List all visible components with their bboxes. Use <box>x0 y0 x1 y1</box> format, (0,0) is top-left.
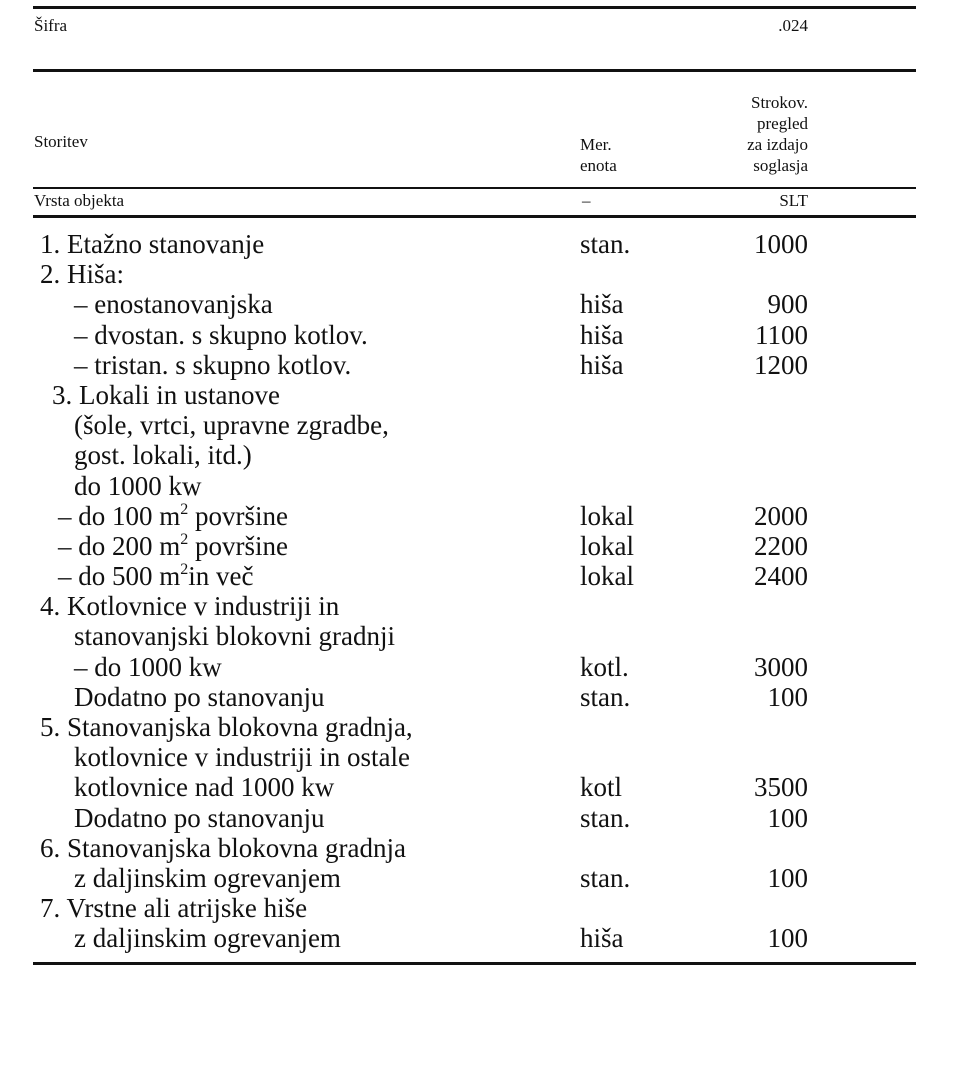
table-row <box>0 440 969 470</box>
row-superscript: 2 <box>180 530 189 548</box>
row-description <box>40 229 264 259</box>
table-row <box>0 923 969 953</box>
header-top-rule <box>33 69 916 72</box>
table-row <box>0 591 969 621</box>
row-description <box>40 712 413 742</box>
row-description-text: do 1000 kw <box>74 470 202 501</box>
row-description <box>74 742 410 772</box>
table-row <box>0 833 969 863</box>
row-description-text: Dodatno po stanovanju <box>74 802 325 833</box>
table-row <box>0 652 969 682</box>
column-header-service: Storitev <box>34 132 88 151</box>
header-bottom-rule <box>33 215 916 218</box>
row-description-text: – enostanovanjska <box>74 289 273 320</box>
row-unit: stan. <box>580 681 631 712</box>
row-description-text: stanovanjski blokovni gradnji <box>74 621 395 652</box>
row-description-text: Dodatno po stanovanju <box>74 681 325 712</box>
table-row <box>0 621 969 651</box>
service-table-body <box>0 229 969 954</box>
row-value: 1200 <box>754 349 808 380</box>
row-description-text: 2. Hiša: <box>40 259 124 290</box>
row-description-text: 7. Vrstne ali atrijske hiše <box>40 893 308 924</box>
row-description-text: z daljinskim ogrevanjem <box>74 923 341 954</box>
row-description <box>74 410 389 440</box>
row-description <box>74 320 368 350</box>
row-description-text: – do 500 m <box>58 561 181 592</box>
row-description <box>74 772 334 802</box>
table-row <box>0 320 969 350</box>
table-row <box>0 471 969 501</box>
row-description-text: (šole, vrtci, upravne zgradbe, <box>74 410 389 441</box>
row-description-tail: površine <box>188 530 288 561</box>
value-header-line: Strokov. <box>751 93 808 112</box>
row-value: 1000 <box>754 229 808 259</box>
row-unit: lokal <box>580 500 634 531</box>
row-unit: stan. <box>580 229 631 259</box>
row-superscript: 2 <box>180 561 189 579</box>
row-description-text: – do 100 m <box>58 500 181 531</box>
row-description <box>74 803 324 833</box>
row-value: 100 <box>767 681 808 712</box>
row-description-text: 3. Lokali in ustanove <box>52 379 280 410</box>
header-mid-rule <box>33 187 916 189</box>
row-value: 2200 <box>754 530 808 561</box>
value-header-line: pregled <box>757 114 808 133</box>
row-description-text: gost. lokali, itd.) <box>74 440 252 471</box>
table-row <box>0 772 969 802</box>
table-row <box>0 682 969 712</box>
row-value: 900 <box>767 289 808 320</box>
row-description <box>58 501 288 531</box>
row-value: 2400 <box>754 561 808 592</box>
row-unit: hiša <box>580 319 624 350</box>
column-header-value <box>747 92 808 176</box>
row-description-text: – dvostan. s skupno kotlov. <box>74 319 368 350</box>
row-value: 100 <box>767 802 808 833</box>
row-unit: kotl <box>580 772 623 803</box>
row-description <box>74 863 341 893</box>
row-description <box>74 471 202 501</box>
table-row <box>0 501 969 531</box>
row-value: 1100 <box>755 319 808 350</box>
table-row <box>0 561 969 591</box>
row-description <box>40 833 406 863</box>
bottom-rule <box>33 962 916 965</box>
row-unit: lokal <box>580 561 634 592</box>
code-label: Šifra <box>34 16 68 35</box>
row-description <box>74 350 351 380</box>
table-row <box>0 380 969 410</box>
table-row <box>0 229 969 259</box>
row-description <box>58 531 288 561</box>
row-description <box>40 893 307 923</box>
unit-header-line: Mer. <box>580 135 612 154</box>
top-rule <box>33 6 916 9</box>
table-row <box>0 863 969 893</box>
row-value: 2000 <box>754 500 808 531</box>
table-row <box>0 350 969 380</box>
row-description <box>74 621 395 651</box>
row-unit: stan. <box>580 862 631 893</box>
table-row <box>0 531 969 561</box>
row-description <box>40 591 339 621</box>
table-row <box>0 410 969 440</box>
row-superscript: 2 <box>180 500 189 518</box>
row-unit: kotl. <box>580 651 629 682</box>
subheader-unit: – <box>582 191 591 210</box>
table-row <box>0 803 969 833</box>
row-description-text: – do 1000 kw <box>74 651 222 682</box>
row-description-text: kotlovnice v industriji in ostale <box>74 742 410 773</box>
row-description <box>74 289 273 319</box>
row-value: 100 <box>767 923 808 954</box>
row-description <box>58 561 254 591</box>
row-description <box>74 652 222 682</box>
row-description <box>74 923 341 953</box>
row-description-text: 4. Kotlovnice v industriji in <box>40 591 340 622</box>
table-row <box>0 259 969 289</box>
table-row <box>0 893 969 923</box>
table-row <box>0 712 969 742</box>
row-description-text: – do 200 m <box>58 530 181 561</box>
value-header-line: za izdajo <box>747 135 808 154</box>
row-value: 3000 <box>754 651 808 682</box>
column-header-unit <box>580 134 617 176</box>
row-description-text: 5. Stanovanjska blokovna gradnja, <box>40 712 413 742</box>
row-description-text: – tristan. s skupno kotlov. <box>74 349 352 380</box>
subheader-value: SLT <box>779 191 808 210</box>
row-description <box>74 440 252 470</box>
row-unit: lokal <box>580 530 634 561</box>
row-value: 100 <box>767 862 808 893</box>
row-unit: stan. <box>580 802 631 833</box>
subheader-label: Vrsta objekta <box>34 191 125 210</box>
table-row <box>0 289 969 319</box>
row-description-text: kotlovnice nad 1000 kw <box>74 772 335 803</box>
row-description-tail: površine <box>188 500 288 531</box>
row-description <box>52 380 280 410</box>
row-description-text: 1. Etažno stanovanje <box>40 229 265 259</box>
row-unit: hiša <box>580 349 624 380</box>
table-row <box>0 742 969 772</box>
row-description <box>74 682 324 712</box>
value-header-line: soglasja <box>753 156 808 175</box>
code-value: .024 <box>778 16 808 35</box>
row-unit: hiša <box>580 923 624 954</box>
row-description-text: 6. Stanovanjska blokovna gradnja <box>40 832 406 863</box>
unit-header-line: enota <box>580 156 617 175</box>
row-unit: hiša <box>580 289 624 320</box>
row-description <box>40 259 124 289</box>
row-description-text: z daljinskim ogrevanjem <box>74 862 341 893</box>
row-value: 3500 <box>754 772 808 803</box>
row-description-tail: in več <box>188 561 254 592</box>
